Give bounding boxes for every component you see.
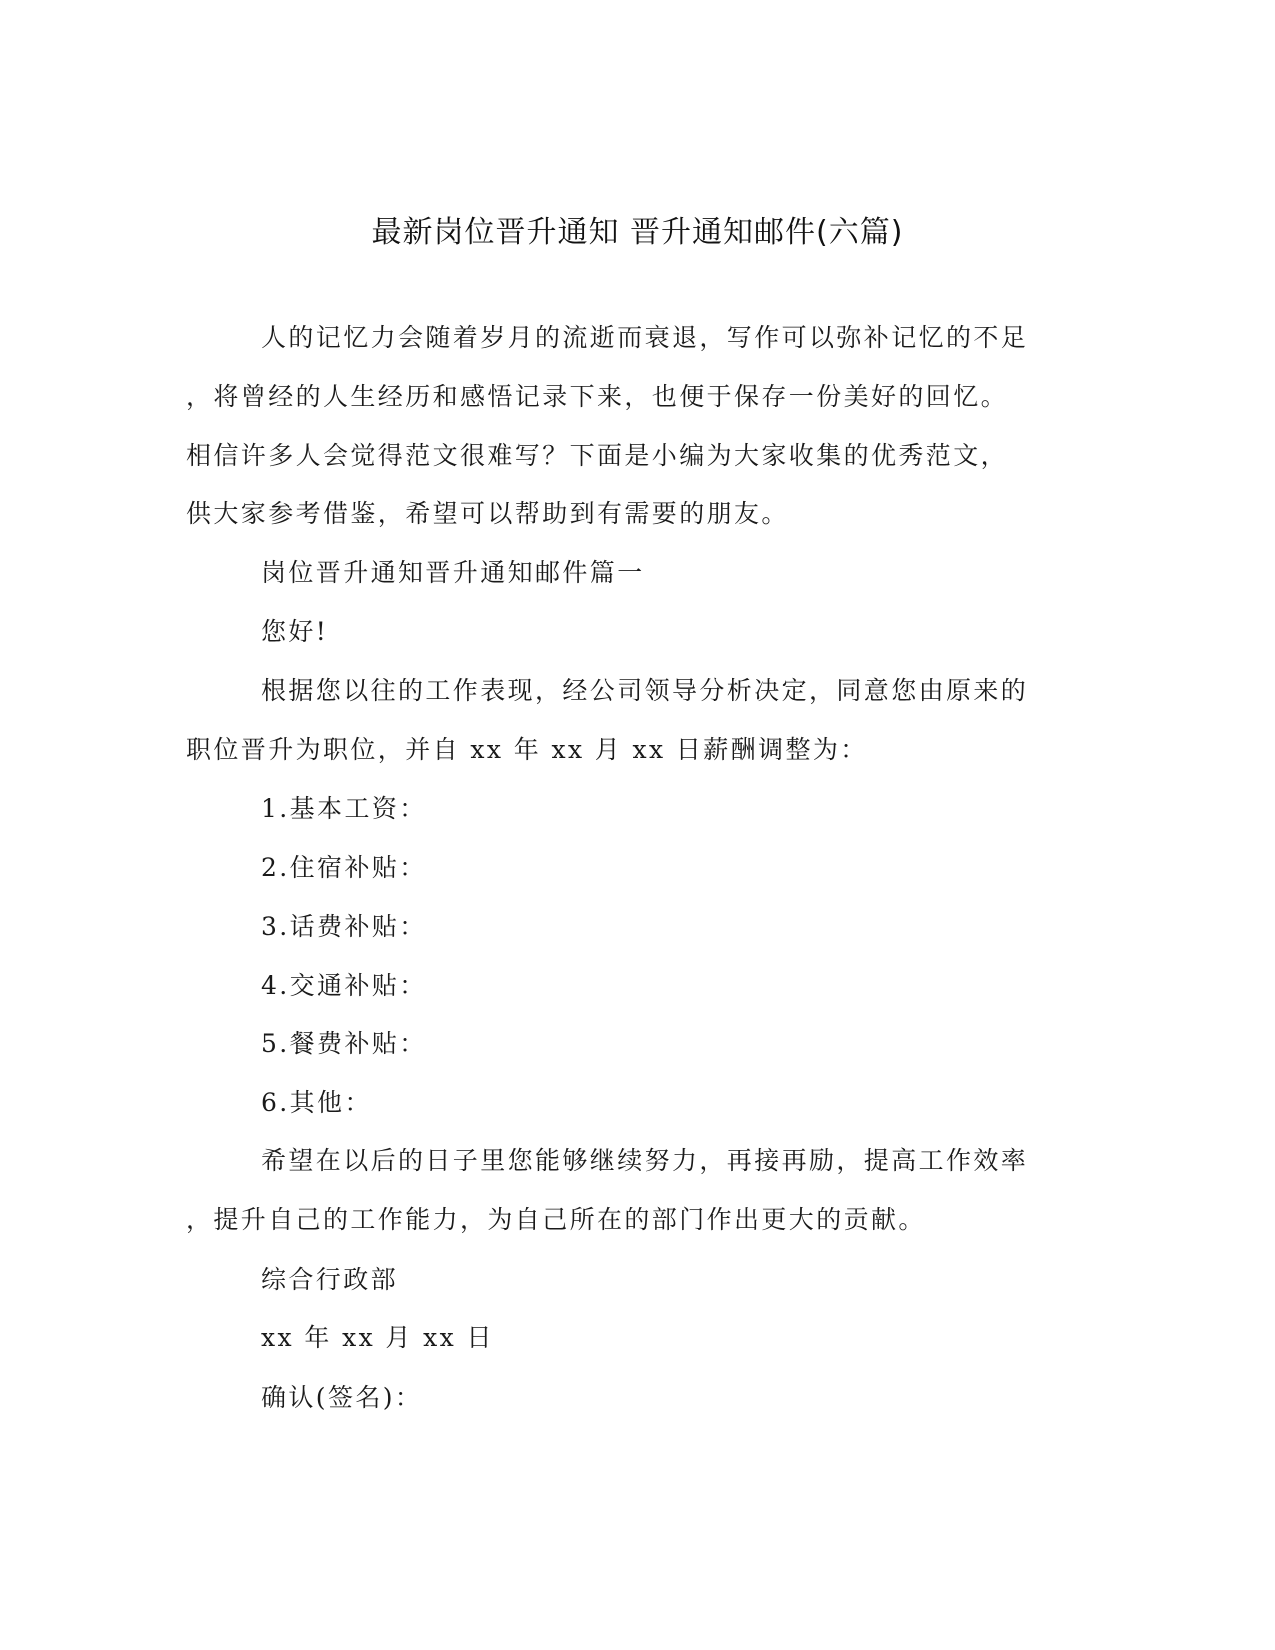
list-item-transport-allowance: 4.交通补贴： — [261, 971, 427, 1000]
body-line-2: 职位晋升为职位，并自 xx 年 xx 月 xx 日薪酬调整为： — [186, 735, 868, 764]
list-item-other: 6.其他： — [261, 1088, 372, 1117]
list-item-base-salary: 1.基本工资： — [261, 794, 427, 823]
signature-confirmation: 确认(签名)： — [261, 1383, 423, 1412]
document-title: 最新岗位晋升通知 晋升通知邮件(六篇) — [371, 215, 904, 250]
intro-line-3: 相信许多人会觉得范文很难写？下面是小编为大家收集的优秀范文， — [186, 441, 1009, 470]
closing-line-1: 希望在以后的日子里您能够继续努力，再接再励，提高工作效率 — [261, 1146, 1029, 1175]
body-line-1: 根据您以往的工作表现，经公司领导分析决定，同意您由原来的 — [261, 676, 1029, 705]
notice-date: xx 年 xx 月 xx 日 — [261, 1323, 494, 1352]
intro-line-1: 人的记忆力会随着岁月的流逝而衰退，写作可以弥补记忆的不足 — [261, 323, 1029, 352]
greeting: 您好! — [261, 617, 329, 646]
intro-line-4: 供大家参考借鉴，希望可以帮助到有需要的朋友。 — [186, 499, 789, 528]
section-heading: 岗位晋升通知晋升通知邮件篇一 — [261, 558, 645, 587]
list-item-phone-allowance: 3.话费补贴： — [261, 912, 427, 941]
department-name: 综合行政部 — [261, 1265, 399, 1294]
closing-line-2: ，提升自己的工作能力，为自己所在的部门作出更大的贡献。 — [186, 1205, 926, 1234]
list-item-meal-allowance: 5.餐费补贴： — [261, 1029, 427, 1058]
list-item-housing-allowance: 2.住宿补贴： — [261, 853, 427, 882]
intro-line-2: ，将曾经的人生经历和感悟记录下来，也便于保存一份美好的回忆。 — [186, 382, 1009, 411]
